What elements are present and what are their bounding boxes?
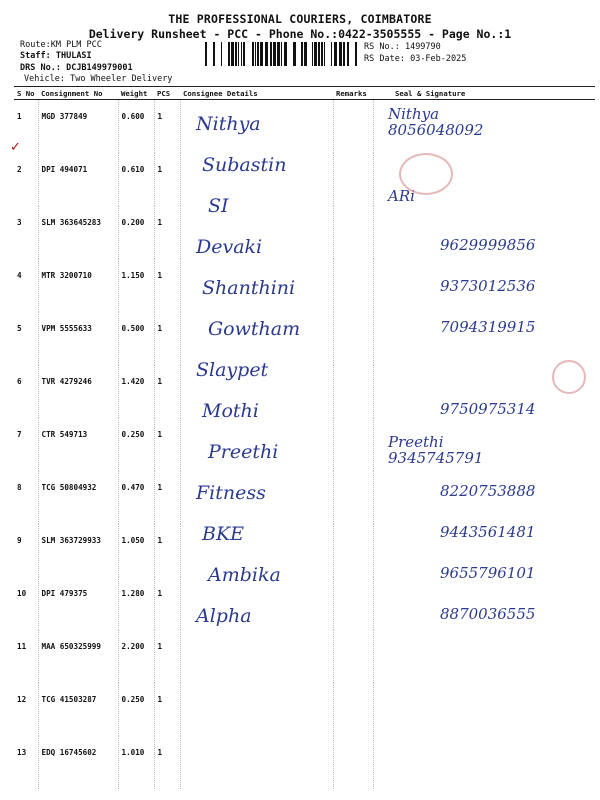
cell-sno: 3 xyxy=(14,206,38,259)
barcode-bar xyxy=(235,42,237,66)
cell-consignment: VPM 5555633 xyxy=(38,312,118,365)
vehicle-value: Two Wheeler Delivery xyxy=(70,74,173,84)
staff-value: THULASI xyxy=(55,51,92,61)
cell-consignment: TCG 41503287 xyxy=(38,683,118,736)
barcode-bar xyxy=(265,42,268,66)
cell-remarks xyxy=(333,206,373,259)
cell-weight: 1.280 xyxy=(118,577,154,630)
cell-pcs: 1 xyxy=(154,153,180,206)
faint-stamp xyxy=(399,153,453,195)
cell-weight: 2.200 xyxy=(118,630,154,683)
cell-consignment: TVR 4279246 xyxy=(38,365,118,418)
cell-pcs: 1 xyxy=(154,577,180,630)
barcode-bar xyxy=(293,42,296,66)
faint-seal-stamp xyxy=(552,360,586,394)
cell-weight: 0.250 xyxy=(118,683,154,736)
cell-weight: 0.610 xyxy=(118,153,154,206)
barcode-bar xyxy=(257,42,259,66)
barcode-bar xyxy=(312,42,313,66)
barcode-bar xyxy=(321,42,323,66)
barcode-bar xyxy=(228,42,230,66)
handwritten-phone: 9629999856 xyxy=(440,236,536,254)
row-check-mark: ✓ xyxy=(10,140,21,155)
cell-pcs: 1 xyxy=(154,259,180,312)
handwritten-phone: 8220753888 xyxy=(440,482,536,500)
drs-line xyxy=(20,63,133,74)
runsheet-subtitle: Delivery Runsheet - PCC - Phone No.:0422-3505555 - Page No.:1 xyxy=(88,27,512,41)
col-consignment: Consignment No xyxy=(38,87,118,100)
handwritten-phone: 9750975314 xyxy=(440,400,536,418)
col-weight: Weight xyxy=(118,87,154,100)
table-row xyxy=(14,153,595,206)
barcode-bar xyxy=(284,42,287,66)
cell-pcs: 1 xyxy=(154,736,180,789)
handwritten-consignee: Subastin xyxy=(202,154,287,176)
route-value: KM PLM PCC xyxy=(50,40,102,50)
handwritten-consignee: Shanthini xyxy=(202,277,296,299)
cell-pcs: 1 xyxy=(154,365,180,418)
barcode-bar xyxy=(324,42,325,66)
barcode-bar xyxy=(343,42,345,66)
handwritten-phone: 8870036555 xyxy=(440,605,536,623)
barcode-bar xyxy=(331,42,332,66)
barcode-bar xyxy=(221,42,222,66)
cell-pcs: 1 xyxy=(154,312,180,365)
rs-date-line xyxy=(364,54,466,65)
handwritten-consignee: Alpha xyxy=(196,605,252,627)
route-line xyxy=(20,40,102,51)
cell-remarks xyxy=(333,683,373,736)
cell-remarks xyxy=(333,524,373,577)
vehicle-label: Vehicle: xyxy=(24,74,65,84)
cell-consignment: MTR 3200710 xyxy=(38,259,118,312)
cell-signature xyxy=(373,683,595,736)
cell-signature xyxy=(373,630,595,683)
cell-remarks xyxy=(333,630,373,683)
staff-line xyxy=(20,51,92,62)
cell-pcs: 1 xyxy=(154,471,180,524)
cell-consignment: SLM 363729933 xyxy=(38,524,118,577)
handwritten-signature: ARi xyxy=(388,187,415,205)
handwritten-phone: 8056048092 xyxy=(388,121,484,139)
barcode-bar xyxy=(243,42,245,66)
cell-weight: 0.250 xyxy=(118,418,154,471)
barcode-bar xyxy=(255,42,256,66)
table-header-row xyxy=(14,87,595,100)
barcode-bar xyxy=(260,42,263,66)
table-row xyxy=(14,683,595,736)
cell-pcs: 1 xyxy=(154,524,180,577)
cell-consignment: SLM 363645283 xyxy=(38,206,118,259)
col-pcs: PCS xyxy=(154,87,180,100)
handwritten-consignee: Slaypet xyxy=(196,359,269,381)
cell-pcs: 1 xyxy=(154,100,180,154)
barcode-bar xyxy=(314,42,317,66)
handwritten-signature: Preethi xyxy=(388,433,444,451)
barcode-bar xyxy=(238,42,239,66)
cell-consignee xyxy=(180,630,333,683)
drs-label: DRS No.: xyxy=(20,63,61,73)
barcode-bar xyxy=(241,42,242,66)
rs-no-label: RS No.: xyxy=(364,42,400,52)
cell-consignment: DPI 479375 xyxy=(38,577,118,630)
cell-weight: 1.010 xyxy=(118,736,154,789)
barcode-bar xyxy=(273,42,276,66)
barcode-bar xyxy=(270,42,272,66)
cell-consignee xyxy=(180,683,333,736)
rs-date-value: 03-Feb-2025 xyxy=(410,54,467,64)
cell-sno: 7 xyxy=(14,418,38,471)
cell-consignment: EDQ 16745602 xyxy=(38,736,118,789)
table-row xyxy=(14,630,595,683)
cell-sno: 13 xyxy=(14,736,38,789)
col-sno: S No xyxy=(14,87,38,100)
table-row xyxy=(14,418,595,471)
cell-weight: 0.200 xyxy=(118,206,154,259)
barcode-bar xyxy=(318,42,320,66)
barcode-bar xyxy=(231,42,234,66)
barcode-bar xyxy=(347,42,349,66)
cell-sno: 11 xyxy=(14,630,38,683)
cell-sno: 12 xyxy=(14,683,38,736)
barcode-bar xyxy=(277,42,280,66)
cell-sno: 10 xyxy=(14,577,38,630)
cell-consignee xyxy=(180,736,333,789)
barcode-bar xyxy=(252,42,254,66)
cell-consignment: MAA 650325999 xyxy=(38,630,118,683)
barcode xyxy=(205,42,357,66)
barcode-bar xyxy=(339,42,342,66)
cell-pcs: 1 xyxy=(154,418,180,471)
cell-weight: 1.420 xyxy=(118,365,154,418)
barcode-bar xyxy=(334,42,337,66)
barcode-bar xyxy=(301,42,303,66)
handwritten-signature: Nithya xyxy=(388,105,440,123)
cell-remarks xyxy=(333,100,373,154)
cell-remarks xyxy=(333,418,373,471)
cell-weight: 1.050 xyxy=(118,524,154,577)
cell-weight: 1.150 xyxy=(118,259,154,312)
cell-consignment: MGD 377849 xyxy=(38,100,118,154)
cell-weight: 0.470 xyxy=(118,471,154,524)
handwritten-consignee: SI xyxy=(208,195,229,217)
cell-remarks xyxy=(333,577,373,630)
cell-remarks xyxy=(333,365,373,418)
barcode-bar xyxy=(355,42,357,66)
handwritten-consignee: BKE xyxy=(202,523,245,545)
drs-value: DCJB149979001 xyxy=(66,63,133,73)
cell-remarks xyxy=(333,153,373,206)
staff-label: Staff: xyxy=(20,51,51,61)
handwritten-phone: 9443561481 xyxy=(440,523,536,541)
barcode-bar xyxy=(205,42,207,66)
table-row xyxy=(14,736,595,789)
handwritten-consignee: Devaki xyxy=(196,236,263,258)
cell-consignment: DPI 494071 xyxy=(38,153,118,206)
cell-pcs: 1 xyxy=(154,683,180,736)
barcode-bar xyxy=(304,42,307,66)
handwritten-consignee: Fitness xyxy=(196,482,266,504)
handwritten-consignee: Nithya xyxy=(196,113,261,135)
cell-weight: 0.600 xyxy=(118,100,154,154)
rs-date-label: RS Date: xyxy=(364,54,405,64)
col-remarks: Remarks xyxy=(333,87,373,100)
cell-pcs: 1 xyxy=(154,206,180,259)
company-title: THE PROFESSIONAL COURIERS, COIMBATORE xyxy=(168,12,432,26)
rs-no-line xyxy=(364,42,441,53)
cell-consignment: TCG 50804932 xyxy=(38,471,118,524)
cell-signature xyxy=(373,736,595,789)
cell-sno: 6 xyxy=(14,365,38,418)
cell-sno: 1 xyxy=(14,100,38,154)
handwritten-phone: 7094319915 xyxy=(440,318,536,336)
handwritten-consignee: Mothi xyxy=(202,400,259,422)
table-row xyxy=(14,100,595,154)
vehicle-line xyxy=(24,74,172,85)
col-signature: Seal & Signature xyxy=(373,87,595,100)
rs-no-value: 1499790 xyxy=(404,42,441,52)
cell-weight: 0.500 xyxy=(118,312,154,365)
handwritten-phone: 9655796101 xyxy=(440,564,536,582)
cell-sno: 8 xyxy=(14,471,38,524)
cell-sno: 9 xyxy=(14,524,38,577)
handwritten-consignee: Gowtham xyxy=(208,318,301,340)
cell-consignment: CTR 549713 xyxy=(38,418,118,471)
handwritten-phone: 9345745791 xyxy=(388,449,484,467)
cell-remarks xyxy=(333,736,373,789)
runsheet-table xyxy=(14,86,595,789)
cell-sno: 5 xyxy=(14,312,38,365)
handwritten-phone: 9373012536 xyxy=(440,277,536,295)
barcode-bar xyxy=(213,42,215,66)
route-label: Route: xyxy=(20,40,51,50)
cell-sno: 4 xyxy=(14,259,38,312)
handwritten-consignee: Ambika xyxy=(208,564,281,586)
cell-remarks xyxy=(333,259,373,312)
cell-remarks xyxy=(333,471,373,524)
cell-pcs: 1 xyxy=(154,630,180,683)
handwritten-consignee: Preethi xyxy=(208,441,279,463)
col-consignee: Consignee Details xyxy=(180,87,333,100)
cell-sno: 2 xyxy=(14,153,38,206)
cell-remarks xyxy=(333,312,373,365)
barcode-bar xyxy=(281,42,282,66)
